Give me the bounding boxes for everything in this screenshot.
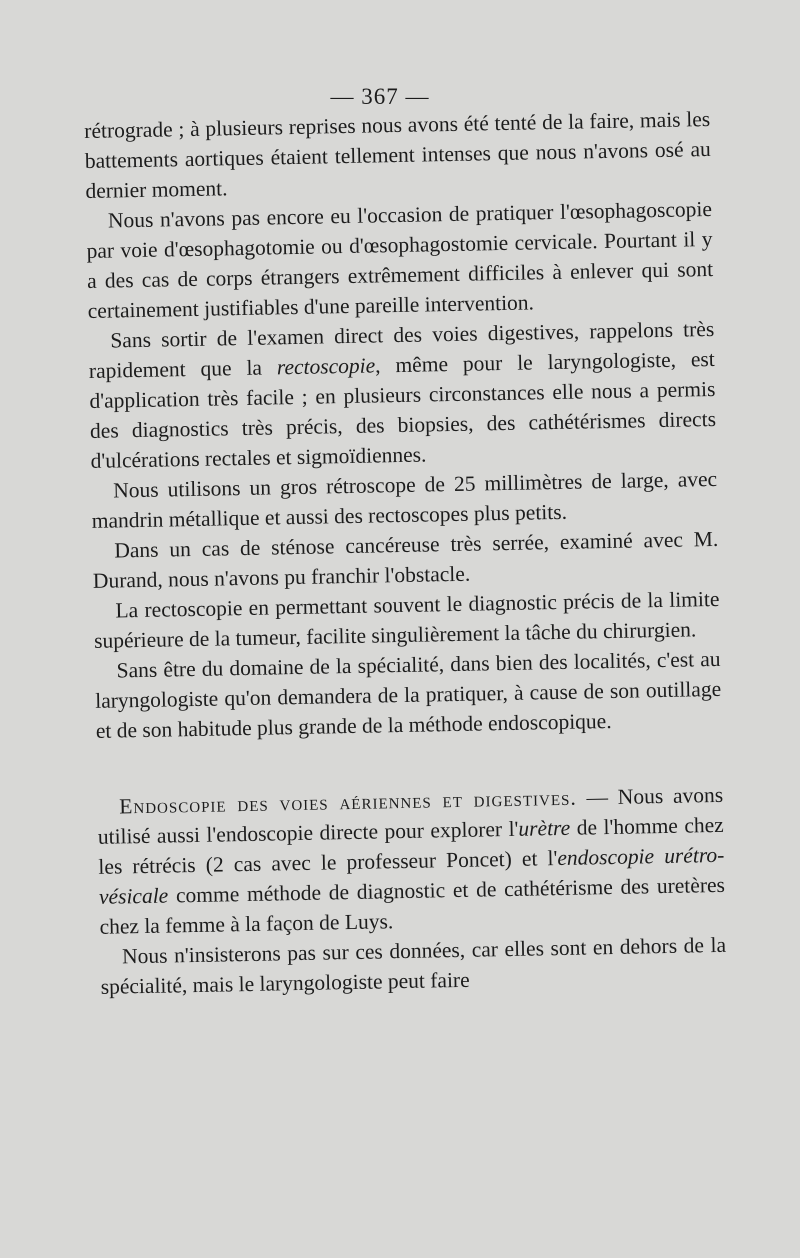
section-text-2: de l'homme chez les rétrécis (2 cas avec le professeur Poncet) et l': [98, 812, 724, 879]
section-paragraph: [97, 780, 726, 942]
section-dash: —: [576, 784, 619, 810]
term-endoscopie-uretro-vesicale: endoscopie urétro-vésicale: [98, 842, 725, 909]
paragraph-retroscope: Nous utilisons un gros rétroscope de 25 millimètres de large, avec mandrin métallique et aussi des rectoscopes plus petits.: [91, 466, 718, 533]
section-heading: Endoscopie des voies aériennes et digestives.: [119, 785, 577, 819]
term-rectoscopie: rectoscopie: [276, 353, 376, 380]
paragraph-continued: rétrograde ; à plusieurs reprises nous avons été tenté de la faire, mais les battements aortiques étaient tellement intenses que nous n'avons osé au dernier moment.: [84, 106, 711, 203]
page-number: — 367 —: [330, 84, 430, 109]
paragraph-stenose: Dans un cas de sténose cancéreuse très serrée, examiné avec M. Durand, nous n'avons pu franchir l'obstacle.: [92, 526, 719, 593]
paragraph-tumeur: La rectoscopie en permettant souvent le diagnostic précis de la limite supérieure de la tumeur, facilite singulièrement la tâche du chirurgien.: [93, 586, 720, 653]
paragraph-rectoscopie: [88, 314, 717, 476]
paragraph-oesophagoscopie: Nous n'avons pas encore eu l'occasion de pratiquer l'œsophagoscopie par voie d'œsophagotomie ou d'œsophagostomie cervicale. Pourtant il y a des cas de corps étrangers extrêmement difficiles à enlever qui sont certainement justifiables d'une pareille intervention.: [86, 196, 714, 323]
paragraph-rectoscopie-after: , même pour le laryngologiste, est d'application très facile ; en plusieurs circonstances elle nous a permis des diagnostics très précis, des biopsies, des cathétérismes directs d'ulcérations rectales et sigmoïdiennes.: [89, 346, 717, 473]
section-text-1: Nous avons utilisé aussi l'endoscopie directe pour explorer l': [97, 782, 724, 849]
section-text-3: comme méthode de diagnostic et de cathétérisme des uretères chez la femme à la façon de Luys.: [99, 872, 726, 939]
paragraph-rectoscopie-before: Sans sortir de l'examen direct des voies digestives, rappelons très rapidement que la: [88, 316, 715, 383]
term-uretre: urètre: [518, 815, 571, 841]
paragraph-final: Nous n'insisterons pas sur ces données, car elles sont en dehors de la spécialité, mais le laryngologiste peut faire: [100, 932, 727, 999]
paragraph-specialite: Sans être du domaine de la spécialité, dans bien des localités, c'est au laryngologiste qu'on demandera de la pratiquer, à cause de son outillage et de son habitude plus grande de la méthode endoscopique.: [95, 646, 722, 743]
body-text: [84, 104, 727, 1002]
